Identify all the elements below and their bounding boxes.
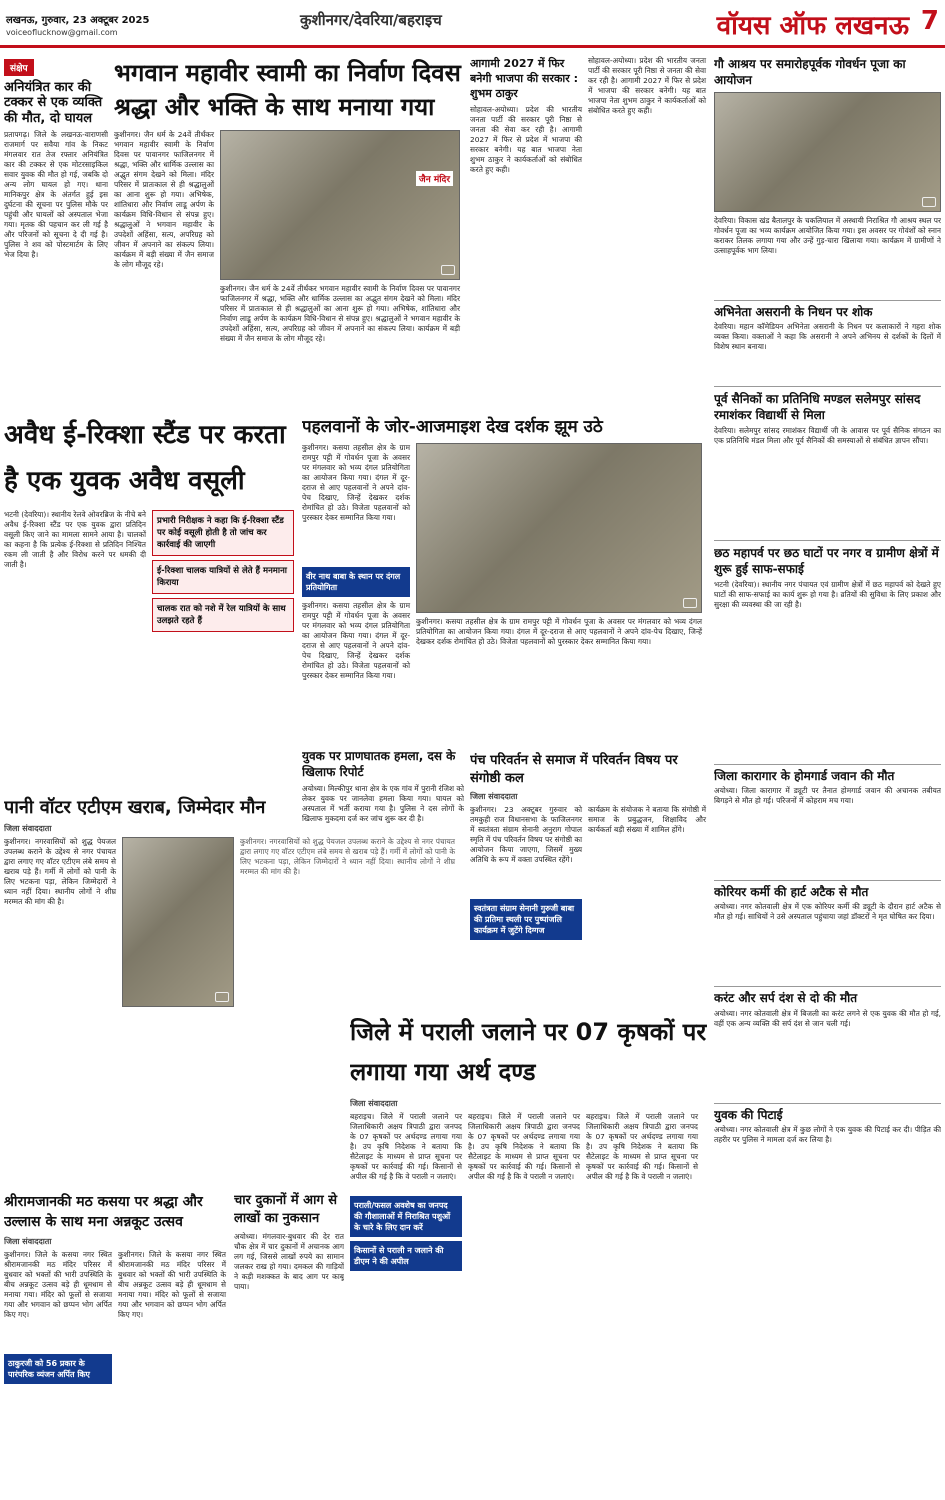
- highlight-box: पराली/फसल अवशेष का जनपद की गौशालाओं में निराश्रित पशुओं के चारे के लिए दान करें: [350, 1196, 462, 1237]
- highlight-box: ई-रिक्शा चालक यात्रियों से लेते हैं मनमाना किराया: [152, 560, 294, 594]
- highlight-box: चालक रात को नशे में रेल यात्रियों के साथ उलझते रहते हैं: [152, 598, 294, 632]
- article-body-cont: कुशीनगर। कसया तहसील क्षेत्र के ग्राम रामपुर पट्टी में गोवर्धन पूजा के अवसर पर मंगलवार को भव्य दंगल प्रतियोगिता का आयोजन किया गया। दंगल में दूर-दराज से आए पहलवानों ने अपने दांव-पेच दिखाए, जिन्हें देखकर दर्शक रोमांचित हो उठे। विजेता पहलवानों को पुरस्कार देकर सम्मानित किया गया।: [302, 601, 410, 680]
- mahavir-continuation: [302, 56, 462, 408]
- divider: [714, 880, 941, 881]
- article-headline: युवक पर प्राणघातक हमला, दस के खिलाफ रिपोर्ट: [302, 749, 456, 779]
- article-body: प्रतापगढ़। जिले के लखनऊ-वाराणसी राजमार्ग पर सवैया गांव के निकट मंगलवार रात तेज रफ्तार अनियंत्रित कार की टक्कर से एक मोटरसाइकिल सवार युवक की मौत हो गई, जबकि दो अन्य लोग घायल हो गए। थाना मानिकपुर क्षेत्र के अंतर्गत हुई इस दुर्घटना की सूचना पर पुलिस मौके पर पहुंची और घायलों को अस्पताल भेजा गया। मृतक की पहचान कर ली गई है और परिजनों को सूचना दे दी गई है। पुलिस ने शव को पोस्टमार्टम के लिए भेज दिया है।: [4, 129, 108, 259]
- stubble-article: [350, 1012, 708, 1496]
- article-body-cont: कार्यक्रम के संयोजक ने बताया कि संगोष्ठी में समाज के प्रबुद्धजन, शिक्षाविद और कार्यकर्ता बड़ी संख्या में शामिल होंगे।: [588, 805, 706, 834]
- article-headline: पहलवानों के जोर-आजमाइश देख दर्शक झूम उठे: [302, 417, 603, 437]
- section-title: कुशीनगर/देवरिया/बहराइच: [300, 11, 442, 29]
- shop-fire-article: [234, 1192, 344, 1496]
- article-headline: जिला कारागार के होमगार्ड जवान की मौत: [714, 769, 895, 784]
- article-body: अयोध्या। नगर कोतवाली क्षेत्र में कुछ लोगों ने एक युवक की पिटाई कर दी। पीड़ित की तहरीर पर पुलिस ने मामला दर्ज कर लिया है।: [714, 1124, 941, 1144]
- seminar-article: [470, 752, 708, 1008]
- article-body: अयोध्या। मंगलवार-बुधवार की देर रात चौक क्षेत्र में चार दुकानों में अचानक आग लग गई, जिससे लाखों रुपये का सामान जलकर राख हो गया। दमकल की गाड़ियों ने कड़ी मशक्कत के बाद आग पर काबू पाया।: [234, 1232, 344, 1291]
- article-body: अयोध्या। नगर कोतवाली क्षेत्र में बिजली का करंट लगने से एक युवक की मौत हो गई, वहीं एक अन्य व्यक्ति की सर्प दंश से जान चली गई।: [714, 1008, 941, 1028]
- highlight-box: वीर नाथ बाबा के स्थान पर दंगल प्रतियोगिता: [302, 567, 410, 597]
- image-icon: [683, 598, 697, 608]
- article-body: कुशीनगर। 23 अक्टूबर गुरुवार को तमकुही राज विधानसभा के फाजिलनगर में स्वतंत्रता संग्राम सेनानी अनुराग गोपाल स्मृति में पंच परिवर्तन विषय पर संगोष्ठी का आयोजन किया जाएगा, जिसमें मुख्य अतिथि के रूप में वक्ता उपस्थित रहेंगे।: [470, 805, 582, 864]
- article-body: देवरिया। सलेमपुर सांसद रमाशंकर विद्यार्थी जी के आवास पर पूर्व सैनिक संगठन का एक प्रतिनिधि मंडल मिला और पूर्व सैनिकों की समस्याओं से संबंधित ज्ञापन सौंपा।: [714, 426, 941, 446]
- article-body-cont: सोहावल-अयोध्या। प्रदेश की भारतीय जनता पार्टी की सरकार पूरी निष्ठा से जनता की सेवा कर रही है। आगामी 2027 में फिर से प्रदेश में भाजपा की सरकार बनेगी। यह बात भाजपा नेता शुभम ठाकुर ने कार्यकर्ताओं को संबोधित करते हुए कही।: [588, 56, 706, 115]
- column-right: [714, 56, 941, 1496]
- article-headline: करंट और सर्प दंश से दो की मौत: [714, 991, 858, 1006]
- article-body-cont: कुशीनगर। कसया तहसील क्षेत्र के ग्राम रामपुर पट्टी में गोवर्धन पूजा के अवसर पर मंगलवार को भव्य दंगल प्रतियोगिता का आयोजन किया गया। दंगल में दूर-दराज से आए पहलवानों ने अपने दांव-पेच दिखाए, जिन्हें देखकर दर्शक रोमांचित हो उठे। विजेता पहलवानों को पुरस्कार देकर सम्मानित किया गया।: [416, 617, 702, 646]
- divider: [714, 300, 941, 301]
- article-body: सोहावल-अयोध्या। प्रदेश की भारतीय जनता पार्टी की सरकार पूरी निष्ठा से जनता की सेवा कर रही है। आगामी 2027 में फिर से प्रदेश में भाजपा की सरकार बनेगी। यह बात भाजपा नेता शुभम ठाकुर ने कार्यकर्ताओं को संबोधित करते हुए कही।: [470, 105, 582, 174]
- masthead: [0, 0, 945, 48]
- issue-date: लखनऊ, गुरुवार, 23 अक्टूबर 2025: [6, 15, 150, 26]
- byline: जिला संवाददाता: [4, 824, 52, 833]
- byline: जिला संवाददाता: [350, 1099, 398, 1108]
- brief-label: संक्षेप: [4, 59, 34, 76]
- article-body: कुशीनगर। कसया तहसील क्षेत्र के ग्राम रामपुर पट्टी में गोवर्धन पूजा के अवसर पर मंगलवार को भव्य दंगल प्रतियोगिता का आयोजन किया गया। दंगल में दूर-दराज से आए पहलवानों ने अपने दांव-पेच दिखाए, जिन्हें देखकर दर्शक रोमांचित हो उठे। विजेता पहलवानों को पुरस्कार देकर सम्मानित किया गया।: [302, 443, 410, 522]
- article-headline: युवक की पिटाई: [714, 1107, 783, 1122]
- erickshaw-article: [4, 412, 294, 792]
- article-headline: श्रीरामजानकी मठ कसया पर श्रद्धा और उल्लास के साथ मना अन्नकूट उत्सव: [4, 1194, 203, 1230]
- article-body-cont: कुशीनगर। जिले के कसया नगर स्थित श्रीरामजानकी मठ मंदिर परिसर में बुधवार को भक्तों की भारी उपस्थिति के बीच अन्नकूट उत्सव बड़े ही धूमधाम से मनाया गया। मंदिर को फूलों से सजाया गया और भगवान को छप्पन भोग अर्पित किए गए।: [118, 1250, 226, 1319]
- highlight-box: प्रभारी निरीक्षक ने कहा कि ई-रिक्शा स्टैंड पर कोई वसूली होती है तो जांच कर कार्रवाई की जाएगी: [152, 510, 294, 556]
- highlight-box: किसानों से पराली न जलाने की डीएम ने की अपील: [350, 1241, 462, 1271]
- article-headline: छठ महापर्व पर छठ घाटों पर नगर व ग्रामीण क्षेत्रों में शुरू हुई साफ-सफाई: [714, 546, 939, 577]
- dangal-article: [302, 414, 708, 744]
- divider: [714, 986, 941, 987]
- highlight-box: ठाकुरजी को 56 प्रकार के पारंपरिक व्यंजन अर्पित किए: [4, 1354, 112, 1384]
- lead-headline: भगवान महावीर स्वामी का निर्वाण दिवस श्रद्धा और भक्ति के साथ मनाया गया: [114, 59, 461, 121]
- water-atm-photo: [122, 837, 234, 1007]
- article-headline: पंच परिवर्तन से समाज में परिवर्तन विषय पर संगोष्ठी कल: [470, 753, 678, 786]
- article-body: कुशीनगर। जैन धर्म के 24वें तीर्थंकर भगवान महावीर स्वामी के निर्वाण दिवस पर पावानगर फाजिलनगर में श्रद्धा, भक्ति और धार्मिक उल्लास का अद्भुत संगम देखने को मिला। मंदिर परिसर में प्रातःकाल से ही श्रद्धालुओं का आना शुरू हो गया। अभिषेक, शांतिधारा और निर्वाण लाडू अर्पण के कार्यक्रम विधि-विधान से संपन्न हुए। श्रद्धालुओं ने भगवान महावीर के उपदेशों अहिंसा, सत्य, अपरिग्रह को जीवन में अपनाने का संकल्प लिया। कार्यक्रम में बड़ी संख्या में जैन समाज के लोग मौजूद रहे।: [114, 130, 214, 269]
- divider: [714, 386, 941, 387]
- article-body: भटनी (देवरिया)। स्थानीय नगर पंचायत एवं ग्रामीण क्षेत्रों में छठ महापर्व को देखते हुए घाटों की साफ-सफाई का कार्य शुरू हो गया है। व्रतियों की सुविधा के लिए प्रकाश और सुरक्षा की व्यवस्था की जा रही है।: [714, 580, 941, 610]
- article-body: भटनी (देवरिया)। स्थानीय रेलवे ओवरब्रिज के नीचे बने अवैध ई-रिक्शा स्टैंड पर एक युवक द्वारा प्रतिदिन वसूली किए जाने का मामला सामने आया है। चालकों का कहना है कि प्रत्येक ई-रिक्शा से प्रतिदिन निश्चित रकम ली जाती है और विरोध करने पर धमकी दी जाती है।: [4, 510, 146, 569]
- wrestling-photo: [416, 443, 702, 613]
- article-body: कुशीनगर। जिले के कसया नगर स्थित श्रीरामजानकी मठ मंदिर परिसर में बुधवार को भक्तों की भारी उपस्थिति के बीच अन्नकूट उत्सव बड़े ही धूमधाम से मनाया गया। मंदिर को फूलों से सजाया गया और भगवान को छप्पन भोग अर्पित किए गए।: [4, 1250, 112, 1319]
- article-body: अयोध्या। नगर कोतवाली क्षेत्र में एक कोरियर कर्मी की ड्यूटी के दौरान हार्ट अटैक से मौत हो गई। साथियों ने उसे अस्पताल पहुंचाया जहां डॉक्टरों ने मृत घोषित कर दिया।: [714, 902, 941, 922]
- bjp-article: [470, 56, 708, 408]
- assault-article: [302, 748, 464, 1008]
- article-body: कुशीनगर। नगरवासियों को शुद्ध पेयजल उपलब्ध कराने के उद्देश्य से नगर पंचायत द्वारा लगाए गए वॉटर एटीएम लंबे समय से खराब पड़े हैं। गर्मी में लोगों को पानी के लिए भटकना पड़ा, लेकिन जिम्मेदारों ने ध्यान नहीं दिया। स्थानीय लोगों ने शीघ्र मरम्मत की मांग की है।: [4, 837, 116, 906]
- article-headline: अवैध ई-रिक्शा स्टैंड पर करता है एक युवक अवैध वसूली: [4, 420, 286, 496]
- article-headline: पानी वॉटर एटीएम खराब, जिम्मेदार मौन: [4, 797, 266, 818]
- divider: [714, 540, 941, 541]
- article-headline: गौ आश्रय पर समारोहपूर्वक गोवर्धन पूजा का आयोजन: [714, 57, 906, 87]
- article-body-cont: बहराइच। जिले में पराली जलाने पर जिलाधिकारी अक्षय त्रिपाठी द्वारा जनपद के 07 कृषकों पर अर्थदण्ड लगाया गया है। उप कृषि निदेशक ने बताया कि सैटेलाइट के माध्यम से प्राप्त सूचना पर कृषकों पर कार्रवाई की गई। किसानों से अपील की गई है कि वे पराली न जलाएं।: [586, 1112, 698, 1181]
- article-headline: चार दुकानों में आग से लाखों का नुकसान: [234, 1193, 338, 1226]
- photo-caption: जैन मंदिर: [416, 171, 453, 186]
- article-body: अयोध्या। मिल्कीपुर थाना क्षेत्र के एक गांव में पुरानी रंजिश को लेकर युवक पर जानलेवा हमला किया गया। घायल को अस्पताल में भर्ती कराया गया है। पुलिस ने दस लोगों के खिलाफ मुकदमा दर्ज कर जांच शुरू कर दी है।: [302, 784, 464, 823]
- image-icon: [922, 197, 936, 207]
- newspaper-logo: वॉयस ऑफ लखनऊ: [716, 11, 909, 41]
- article-headline: कोरियर कर्मी की हार्ट अटैक से मौत: [714, 885, 869, 900]
- highlight-box: स्वतंत्रता संग्राम सेनानी गुरुजी बाबा की प्रतिमा स्थली पर पुष्पांजलि कार्यक्रम में जुटेंगे दिग्गज: [470, 899, 582, 940]
- byline: जिला संवाददाता: [470, 792, 518, 801]
- article-headline: जिले में पराली जलाने पर 07 कृषकों पर लगाया गया अर्थ दण्ड: [350, 1018, 707, 1086]
- continuation-text: कुशीनगर। नगरवासियों को शुद्ध पेयजल उपलब्ध कराने के उद्देश्य से नगर पंचायत द्वारा लगाए गए वॉटर एटीएम लंबे समय से खराब पड़े हैं। गर्मी में लोगों को पानी के लिए भटकना पड़ा, लेकिन जिम्मेदारों ने ध्यान नहीं दिया। स्थानीय लोगों ने शीघ्र मरम्मत की मांग की है।: [240, 837, 455, 876]
- article-headline: अनियंत्रित कार की टक्कर से एक व्यक्ति की मौत, दो घायल: [4, 80, 103, 126]
- article-headline: पूर्व सैनिकों का प्रतिनिधि मण्डल सलेमपुर सांसद रमाशंकर विद्यार्थी से मिला: [714, 392, 921, 423]
- divider: [714, 1103, 941, 1104]
- article-body: देवरिया। विकास खंड बैतालपुर के चकलियाल में अस्थायी निराश्रित गौ आश्रय स्थल पर गोवर्धन पूजा का भव्य कार्यक्रम आयोजित किया गया। इस अवसर पर गोवंशों को स्नान कराकर तिलक लगाया गया और उन्हें गुड़-चारा खिलाया गया। कार्यक्रम में ग्रामीणों ने उत्साहपूर्वक भाग लिया।: [714, 216, 941, 255]
- article-body: देवरिया। महान कॉमेडियन अभिनेता असरानी के निधन पर कलाकारों ने गहरा शोक व्यक्त किया। वक्ताओं ने कहा कि असरानी ने अपने अभिनय से दर्शकों के दिलों में विशेष स्थान बनाया।: [714, 322, 941, 352]
- byline: जिला संवाददाता: [4, 1237, 52, 1246]
- article-headline: आगामी 2027 में फिर बनेगी भाजपा की सरकार : शुभम ठाकुर: [470, 57, 579, 100]
- divider: [714, 764, 941, 765]
- annakoot-article: [4, 1192, 229, 1496]
- article-body-cont: बहराइच। जिले में पराली जलाने पर जिलाधिकारी अक्षय त्रिपाठी द्वारा जनपद के 07 कृषकों पर अर्थदण्ड लगाया गया है। उप कृषि निदेशक ने बताया कि सैटेलाइट के माध्यम से प्राप्त सूचना पर कृषकों पर कार्रवाई की गई। किसानों से अपील की गई है कि वे पराली न जलाएं।: [468, 1112, 580, 1181]
- article-headline: अभिनेता असरानी के निधन पर शोक: [714, 305, 873, 319]
- image-icon: [215, 992, 229, 1002]
- article-body: अयोध्या। जिला कारागार में ड्यूटी पर तैनात होमगार्ड जवान की अचानक तबीयत बिगड़ने से मौत हो गई। परिजनों में कोहराम मच गया।: [714, 786, 941, 806]
- gau-ashray-photo: [714, 92, 941, 212]
- contact-email: voiceoflucknow@gmail.com: [6, 28, 118, 37]
- page-number: 7: [920, 6, 939, 36]
- article-body: बहराइच। जिले में पराली जलाने पर जिलाधिकारी अक्षय त्रिपाठी द्वारा जनपद के 07 कृषकों पर अर्थदण्ड लगाया गया है। उप कृषि निदेशक ने बताया कि सैटेलाइट के माध्यम से प्राप्त सूचना पर कृषकों पर कार्रवाई की गई। किसानों से अपील की गई है कि वे पराली न जलाएं।: [350, 1112, 462, 1181]
- article-body-cont: कुशीनगर। जैन धर्म के 24वें तीर्थंकर भगवान महावीर स्वामी के निर्वाण दिवस पर पावानगर फाजिलनगर में श्रद्धा, भक्ति और धार्मिक उल्लास का अद्भुत संगम देखने को मिला। मंदिर परिसर में प्रातःकाल से ही श्रद्धालुओं का आना शुरू हो गया। अभिषेक, शांतिधारा और निर्वाण लाडू अर्पण के कार्यक्रम विधि-विधान से संपन्न हुए। श्रद्धालुओं ने भगवान महावीर के उपदेशों अहिंसा, सत्य, अपरिग्रह को जीवन में अपनाने का संकल्प लिया। कार्यक्रम में बड़ी संख्या में जैन समाज के लोग मौजूद रहे।: [220, 284, 460, 343]
